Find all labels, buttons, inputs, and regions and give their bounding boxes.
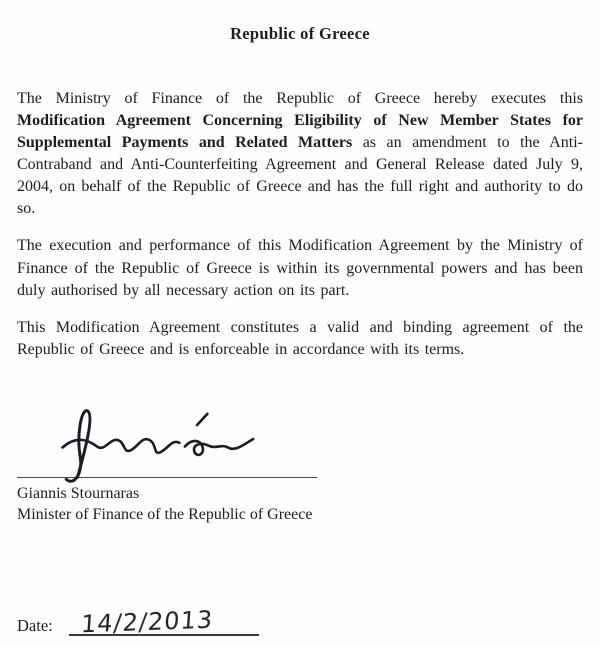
signature-stroke-ending (185, 439, 253, 455)
signature-image (55, 401, 270, 493)
date-label: Date: (17, 616, 53, 635)
date-row (17, 600, 259, 639)
paragraph-1-trailing-text: as an amendment to the Anti-Contraband and Anti-Counterfeiting Agreement and General Release dated July 9, 2004, on behalf of the Republic of Greece and has the full right and authority to do so. (17, 134, 584, 218)
paragraph-execution (17, 88, 583, 220)
paragraph-authorisation: The execution and performance of this Modification Agreement by the Ministry of Finance of the Republic of Greece is within its governmental powers and has been duly authorised by all necessary action on its part. (17, 237, 583, 299)
handwritten-date: 14/2/2013 (79, 605, 214, 639)
signature-stroke-accent (197, 414, 207, 425)
signatory-title: Minister of Finance of the Republic of Greece (17, 505, 313, 523)
paragraph-binding-agreement: This Modification Agreement constitutes a valid and binding agreement of the Republic of Greece and is enforceable in accordance with its terms. (17, 318, 583, 358)
paragraph-1-lead-text: The Ministry of Finance of the Republic of Greece hereby executes this (17, 90, 583, 107)
signature-stroke-flourish (66, 411, 90, 482)
agreement-title-bold-text: Modification Agreement Concerning Eligibility of New Member States for Supplemental Payments and Related Matters (17, 112, 583, 152)
signature-line (17, 477, 317, 478)
date-field-line (69, 600, 259, 639)
signatory-name: Giannis Stournaras (17, 484, 140, 502)
signature-block (17, 401, 583, 524)
document-title: Republic of Greece (230, 24, 370, 43)
